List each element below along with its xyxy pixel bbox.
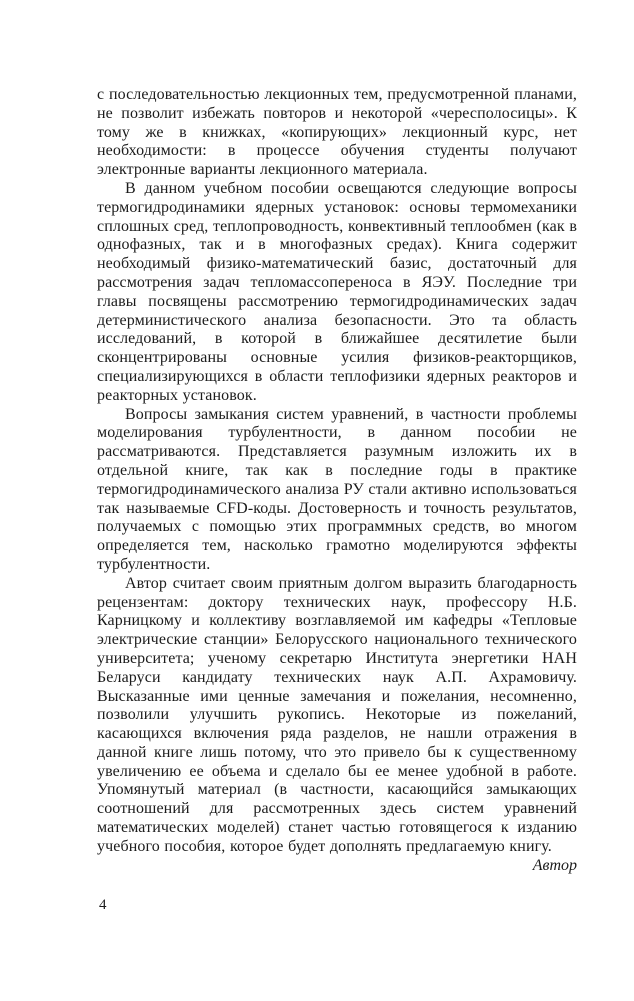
paragraph-continuation: с последовательностью лекционных тем, предусмотренной планами, не позволит избежать повторов и некоторой «чересполосицы». К тому же в книжках, «копирующих» лекционный курс, нет необходимости: в процессе обучения студенты получают электронные варианты лекционного материала. <box>97 86 577 179</box>
paragraph-book-contents: В данном учебном пособии освещаются следующие вопросы термогидродинамики ядерных установок: основы термомеханики сплошных сред, теплопроводность, конвективный теплообмен (как в однофазных, так и в многофазных средах). Книга содержит необходимый физико-математический базис, достаточный для рассмотрения задач тепломассопереноса в ЯЭУ. Последние три главы посвящены рассмотрению термогидродинамических задач детерминистического анализа безопасности. Это та область исследований, в которой в ближайшее десятилетие были сконцентрированы основные усилия физиков-реакторщиков, специализирующихся в области теплофизики ядерных реакторов и реакторных установок. <box>97 179 577 404</box>
author-signature: Автор <box>532 856 577 874</box>
text-block <box>97 86 577 875</box>
paragraph-closure-problems: Вопросы замыкания систем уравнений, в частности проблемы моделирования турбулентности, в данном пособии не рассматриваются. Представляется разумным изложить их в отдельной книге, так как в последние годы в практике термогидродинамического анализа РУ стали активно использоваться так называемые CFD-коды. Достоверность и точность результатов, получаемых с помощью этих программных средств, во многом определяется тем, насколько грамотно моделируются эффекты турбулентности. <box>97 405 577 573</box>
page-number: 4 <box>99 897 107 913</box>
paragraph-acknowledgements: Автор считает своим приятным долгом выразить благодарность рецензентам: доктору технических наук, профессору Н.Б. Карницкому и коллективу возглавляемой им кафедры «Тепловые электрические станции» Белорусского национального технического университета; ученому секретарю Института энергетики НАН Беларуси кандидату технических наук А.П. Ахрамовичу. Высказанные ими ценные замечания и пожелания, несомненно, позволили улучшить рукопись. Некоторые из пожеланий, касающихся включения ряда разделов, не нашли отражения в данной книге лишь потому, что это привело бы к существенному увеличению ее объема и сделало бы ее менее удобной в работе. Упомянутый материал (в частности, касающийся замыкающих соотношений для рассмотренных здесь систем уравнений математических моделей) станет частью готовящегося к изданию учебного пособия, которое будет дополнять предлагаемую книгу. <box>97 574 577 855</box>
